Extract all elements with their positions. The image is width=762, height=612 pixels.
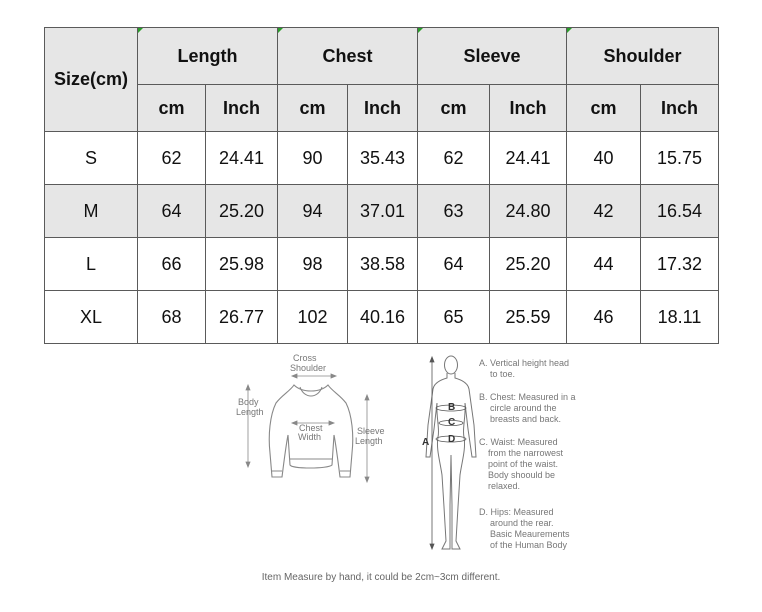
table-row	[45, 238, 719, 291]
table-cell: 64	[418, 238, 490, 291]
size-cell: L	[45, 238, 138, 291]
note-line: relaxed.	[488, 481, 521, 491]
table-cell: 44	[567, 238, 641, 291]
sleeve-header: Sleeve	[418, 28, 567, 85]
note-line: circle around the	[490, 403, 557, 413]
table-row	[45, 291, 719, 344]
table-cell: 38.58	[348, 238, 418, 291]
table-cell: 24.80	[490, 185, 567, 238]
table-cell: 37.01	[348, 185, 418, 238]
table-cell: 24.41	[490, 132, 567, 185]
measurement-disclaimer: Item Measure by hand, it could be 2cm~3cm different.	[261, 572, 501, 583]
table-row	[45, 185, 719, 238]
note-line: Body shoould be	[488, 470, 556, 480]
note-line: D. Hips: Measured	[479, 507, 554, 517]
unit-header: cm	[278, 85, 348, 132]
table-cell: 42	[567, 185, 641, 238]
table-cell: 68	[138, 291, 206, 344]
note-line: breasts and back.	[490, 414, 562, 424]
table-cell: 62	[138, 132, 206, 185]
cross-shoulder-label: Cross	[293, 353, 317, 363]
size-header: Size(cm)	[45, 28, 138, 132]
size-cell: M	[45, 185, 138, 238]
note-line: point of the waist.	[488, 459, 559, 469]
unit-header: Inch	[490, 85, 567, 132]
sleeve-length-label: Sleeve	[357, 426, 385, 436]
table-cell: 46	[567, 291, 641, 344]
note-line: C. Waist: Measured	[479, 437, 558, 447]
table-cell: 40.16	[348, 291, 418, 344]
measurement-notes	[479, 358, 576, 550]
unit-header: cm	[418, 85, 490, 132]
table-cell: 35.43	[348, 132, 418, 185]
table-cell: 66	[138, 238, 206, 291]
table-cell: 63	[418, 185, 490, 238]
note-line: around the rear.	[490, 518, 554, 528]
measurement-diagram	[0, 345, 762, 570]
table-cell: 102	[278, 291, 348, 344]
unit-header: cm	[138, 85, 206, 132]
size-chart-table	[44, 27, 719, 344]
body-length-label: Body	[238, 397, 259, 407]
note-line: from the narrowest	[488, 448, 564, 458]
marker-b: B	[448, 402, 456, 413]
body-length-label: Length	[236, 407, 264, 417]
chest-width-label: Width	[298, 432, 322, 442]
shoulder-header: Shoulder	[567, 28, 719, 85]
table-cell: 15.75	[641, 132, 719, 185]
sleeve-length-label: Length	[355, 436, 383, 446]
table-cell: 62	[418, 132, 490, 185]
table-cell: 98	[278, 238, 348, 291]
table-cell: 25.20	[206, 185, 278, 238]
table-cell: 40	[567, 132, 641, 185]
note-line: to toe.	[490, 369, 516, 379]
body-measure-lines	[430, 357, 466, 549]
note-line: of the Human Body	[490, 540, 568, 550]
unit-header: Inch	[641, 85, 719, 132]
table-cell: 17.32	[641, 238, 719, 291]
cross-shoulder-label: Shoulder	[290, 363, 327, 373]
size-cell: S	[45, 132, 138, 185]
table-cell: 64	[138, 185, 206, 238]
table-cell: 94	[278, 185, 348, 238]
unit-header: Inch	[348, 85, 418, 132]
table-cell: 90	[278, 132, 348, 185]
table-cell: 16.54	[641, 185, 719, 238]
marker-d: D	[448, 434, 456, 445]
note-line: A. Vertical height head	[479, 358, 570, 368]
marker-c: C	[448, 417, 456, 428]
table-cell: 25.98	[206, 238, 278, 291]
human-figure-illustration	[426, 356, 476, 549]
table-cell: 65	[418, 291, 490, 344]
table-cell: 18.11	[641, 291, 719, 344]
note-line: B. Chest: Measured in a	[479, 392, 576, 402]
chest-header: Chest	[278, 28, 418, 85]
table-row	[45, 132, 719, 185]
size-cell: XL	[45, 291, 138, 344]
table-cell: 26.77	[206, 291, 278, 344]
note-line: Basic Meaurements	[490, 529, 570, 539]
chest-width-label: Chest	[299, 423, 323, 433]
table-cell: 25.20	[490, 238, 567, 291]
unit-header: cm	[567, 85, 641, 132]
marker-a: A	[422, 437, 430, 448]
table-cell: 24.41	[206, 132, 278, 185]
length-header: Length	[138, 28, 278, 85]
unit-header: Inch	[206, 85, 278, 132]
table-cell: 25.59	[490, 291, 567, 344]
